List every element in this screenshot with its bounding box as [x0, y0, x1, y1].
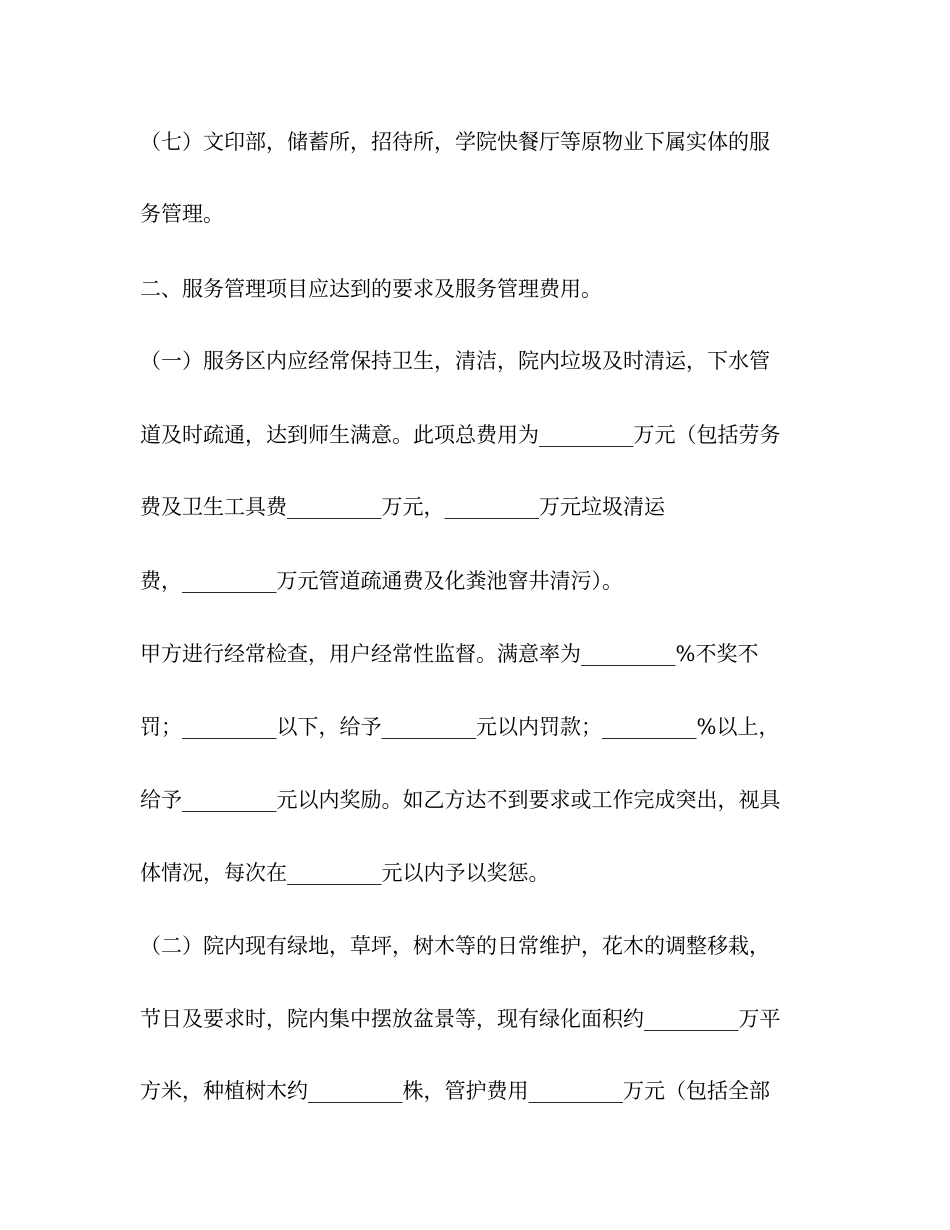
- text-line-3: 二、服务管理项目应达到的要求及服务管理费用。: [140, 277, 602, 301]
- text-line-7: 费，_________万元管道疏通费及化粪池窨井清污）。: [140, 569, 623, 593]
- text-line-8: 甲方进行经常检查，用户经常性监督。满意率为_________%不奖不: [140, 642, 759, 666]
- text-line-9: 罚；_________以下，给予_________元以内罚款；_________%以上，: [140, 715, 780, 739]
- text-line-4: （一）服务区内应经常保持卫生，清洁，院内垃圾及时清运，下水管: [140, 349, 770, 373]
- text-line-5: 道及时疏通，达到师生满意。此项总费用为_________万元（包括劳务: [140, 423, 781, 447]
- text-line-12: （二）院内现有绿地，草坪，树木等的日常维护，花木的调整移栽，: [140, 934, 770, 958]
- text-line-14: 方米，种植树木约_________株，管护费用_________万元（包括全部: [140, 1079, 770, 1103]
- text-line-13: 节日及要求时，院内集中摆放盆景等，现有绿化面积约_________万平: [140, 1007, 781, 1031]
- text-line-10: 给予_________元以内奖励。如乙方达不到要求或工作完成突出，视具: [140, 788, 781, 812]
- text-line-11: 体情况，每次在_________元以内予以奖惩。: [140, 861, 550, 885]
- text-line-2: 务管理。: [140, 202, 224, 226]
- text-line-1: （七）文印部，储蓄所，招待所，学院快餐厅等原物业下属实体的服: [140, 130, 770, 154]
- text-line-6: 费及卫生工具费_________万元，_________万元垃圾清运: [140, 495, 665, 519]
